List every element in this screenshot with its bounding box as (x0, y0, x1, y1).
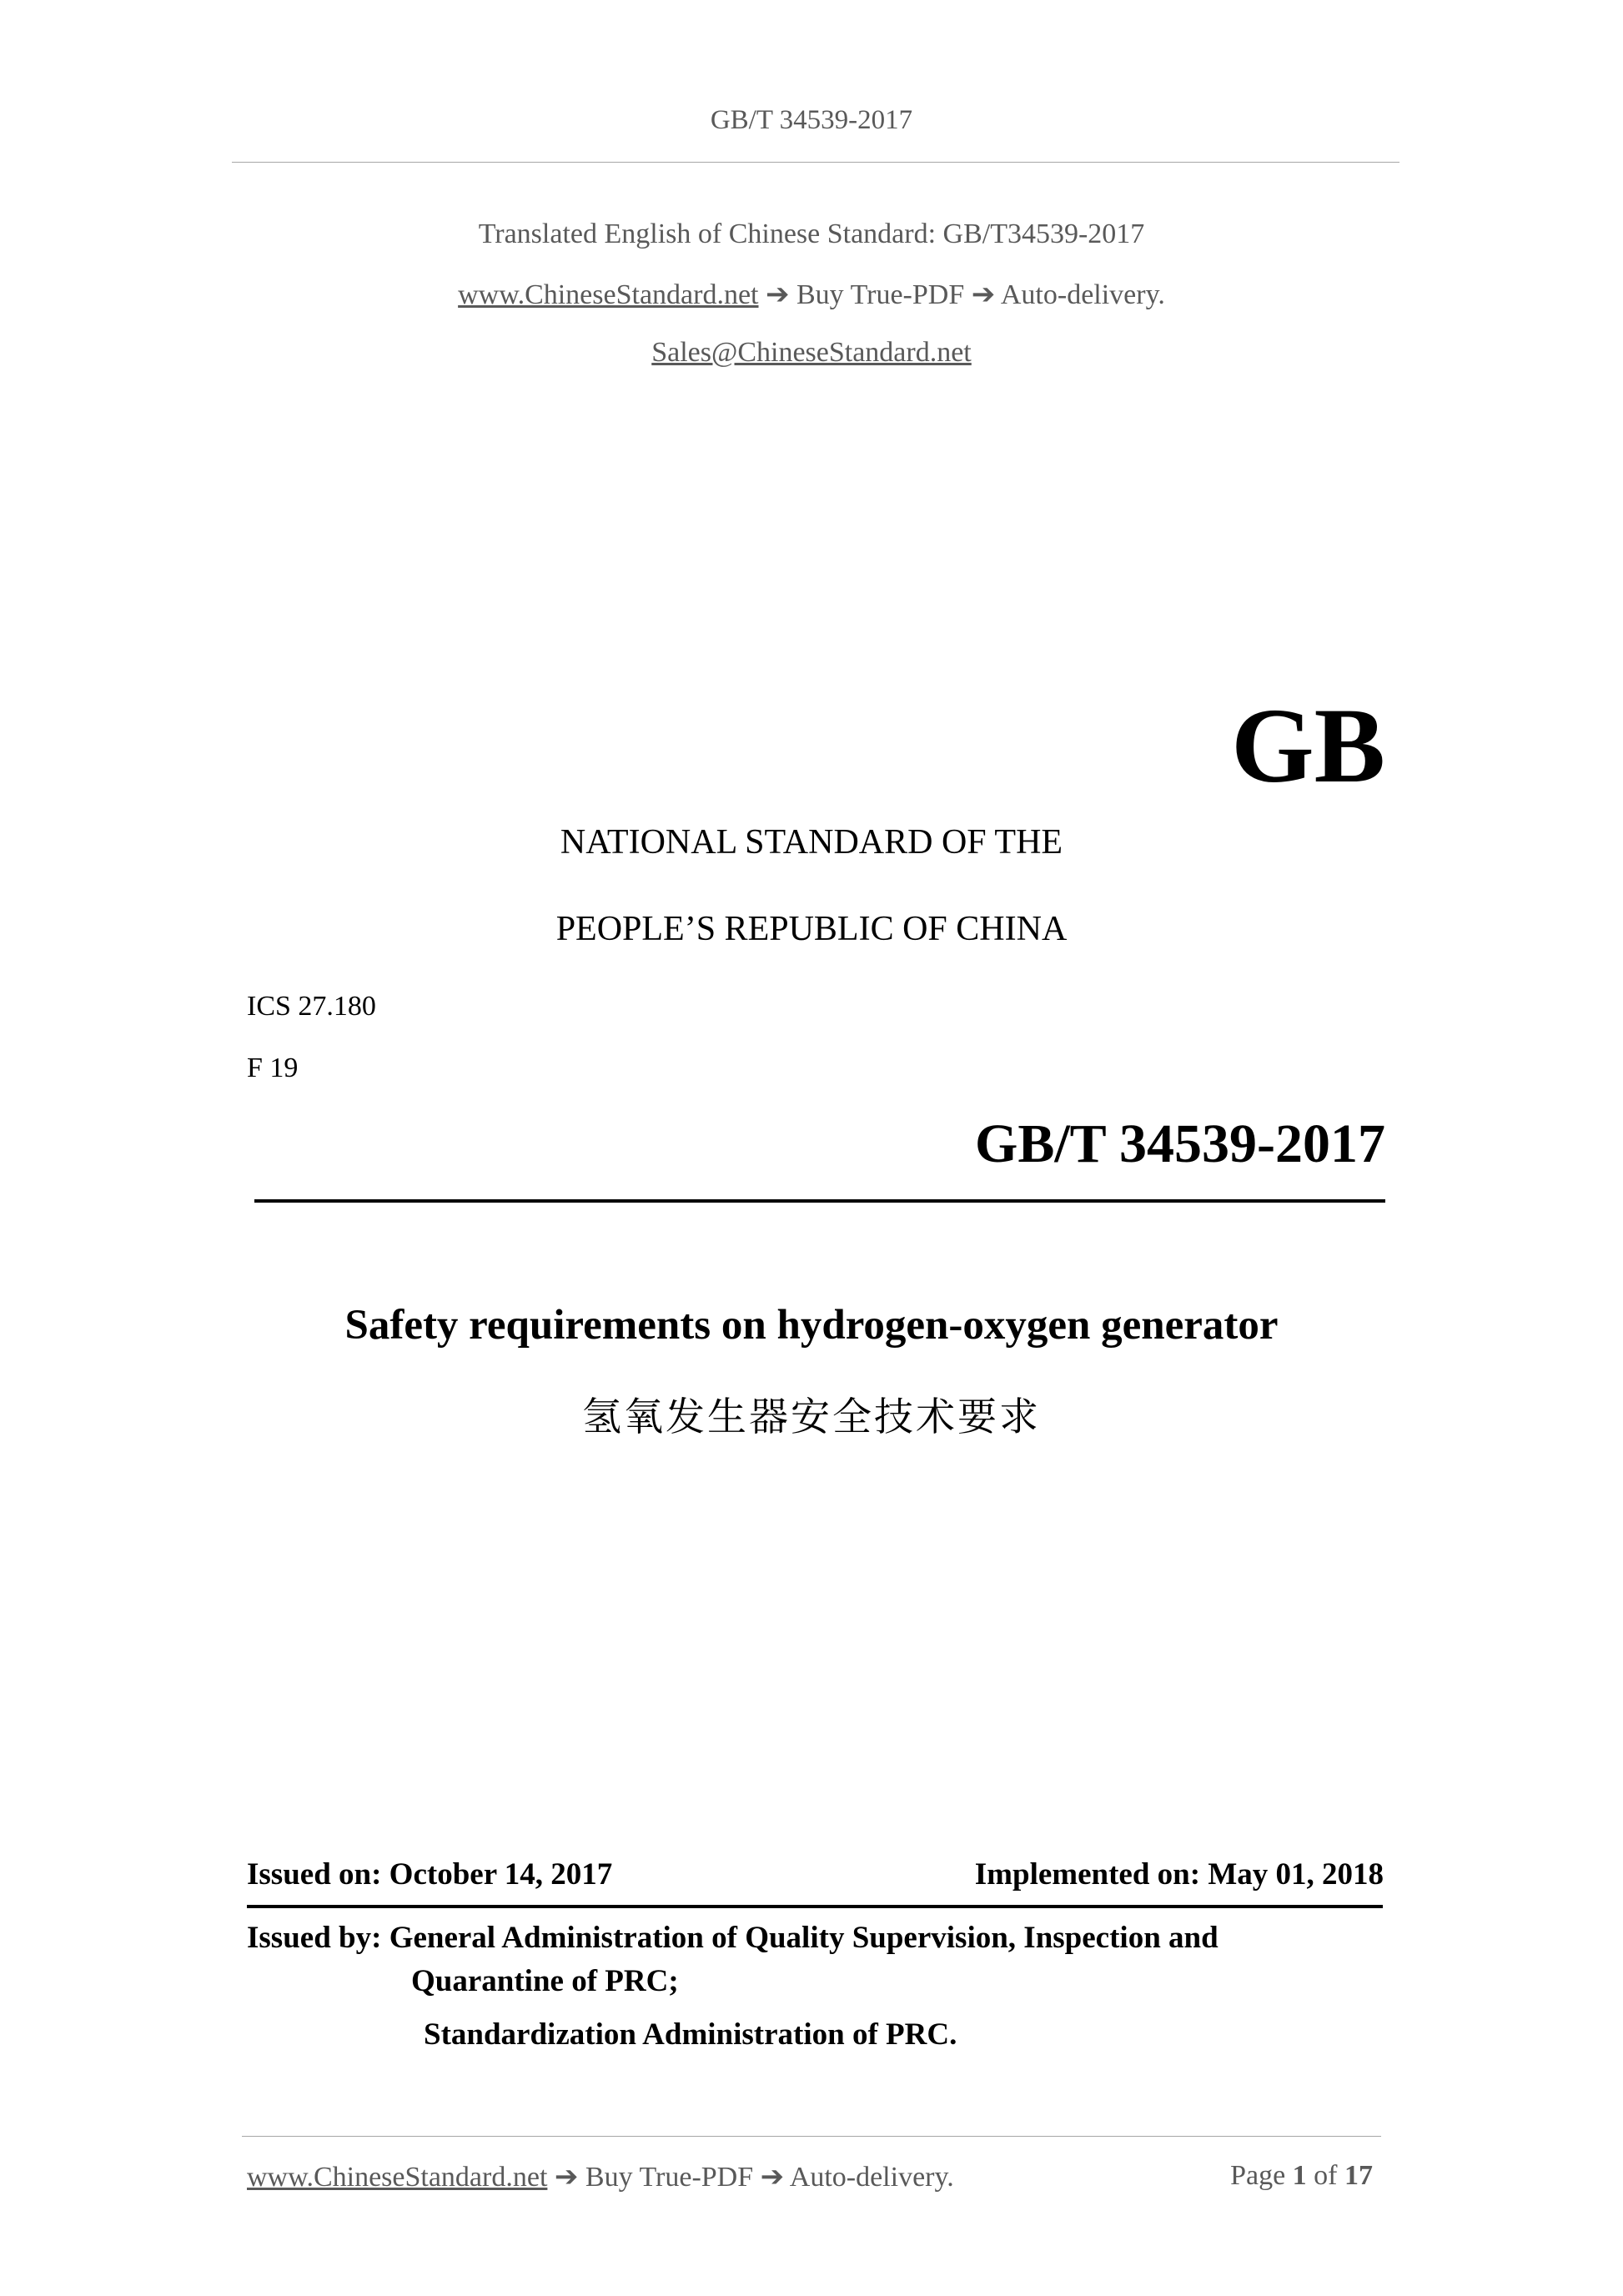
issuer-1: General Administration of Quality Supervision, Inspection and (389, 1921, 1219, 1955)
page-of: of (1314, 2160, 1338, 2191)
buy-text: Buy True-PDF (796, 279, 965, 310)
site-link[interactable]: www.ChineseStandard.net (458, 279, 759, 310)
classification-code: F 19 (247, 1053, 299, 1083)
standard-number: GB/T 34539-2017 (974, 1113, 1385, 1174)
page-current: 1 (1292, 2160, 1307, 2191)
page-total: 17 (1344, 2160, 1373, 2191)
footer-divider (242, 2136, 1381, 2137)
email-line (0, 337, 1623, 369)
footer-purchase-line (247, 2160, 954, 2193)
footer-delivery-text: Auto-delivery. (789, 2162, 954, 2193)
issued-by-line (247, 1920, 1219, 1956)
dates-rule (247, 1905, 1383, 1908)
gb-mark: GB (1231, 686, 1385, 805)
right-arrow-icon: ➔ (760, 2162, 785, 2193)
header-divider (232, 162, 1399, 163)
email-link[interactable]: Sales@ChineseStandard.net (651, 337, 972, 368)
page-indicator (1230, 2160, 1373, 2192)
issuer-2: Standardization Administration of PRC. (424, 2017, 957, 2052)
title-chinese: 氢氧发生器安全技术要求 (582, 1394, 1041, 1440)
running-header: GB/T 34539-2017 (710, 105, 913, 135)
translation-notice: Translated English of Chinese Standard: GB/T34539-2017 (478, 219, 1145, 249)
right-arrow-icon: ➔ (766, 279, 790, 310)
national-standard-line1: NATIONAL STANDARD OF THE (560, 823, 1063, 862)
footer-site-link[interactable]: www.ChineseStandard.net (247, 2162, 548, 2193)
title-english: Safety requirements on hydrogen-oxygen generator (344, 1302, 1279, 1349)
footer-buy-text: Buy True-PDF (585, 2162, 754, 2193)
right-arrow-icon: ➔ (971, 279, 996, 310)
implemented-on-date: Implemented on: May 01, 2018 (974, 1857, 1384, 1892)
issued-on-date: Issued on: October 14, 2017 (247, 1857, 613, 1892)
issuer-1-continued: Quarantine of PRC; (411, 1964, 679, 1998)
issued-by-label: Issued by: (247, 1921, 382, 1955)
purchase-line (0, 278, 1623, 311)
page-label: Page (1230, 2160, 1286, 2191)
national-standard-line2: PEOPLE’S REPUBLIC OF CHINA (555, 910, 1068, 948)
right-arrow-icon: ➔ (554, 2162, 579, 2193)
standard-number-rule (254, 1199, 1385, 1203)
delivery-text: Auto-delivery. (1000, 279, 1165, 310)
ics-code: ICS 27.180 (247, 991, 376, 1022)
